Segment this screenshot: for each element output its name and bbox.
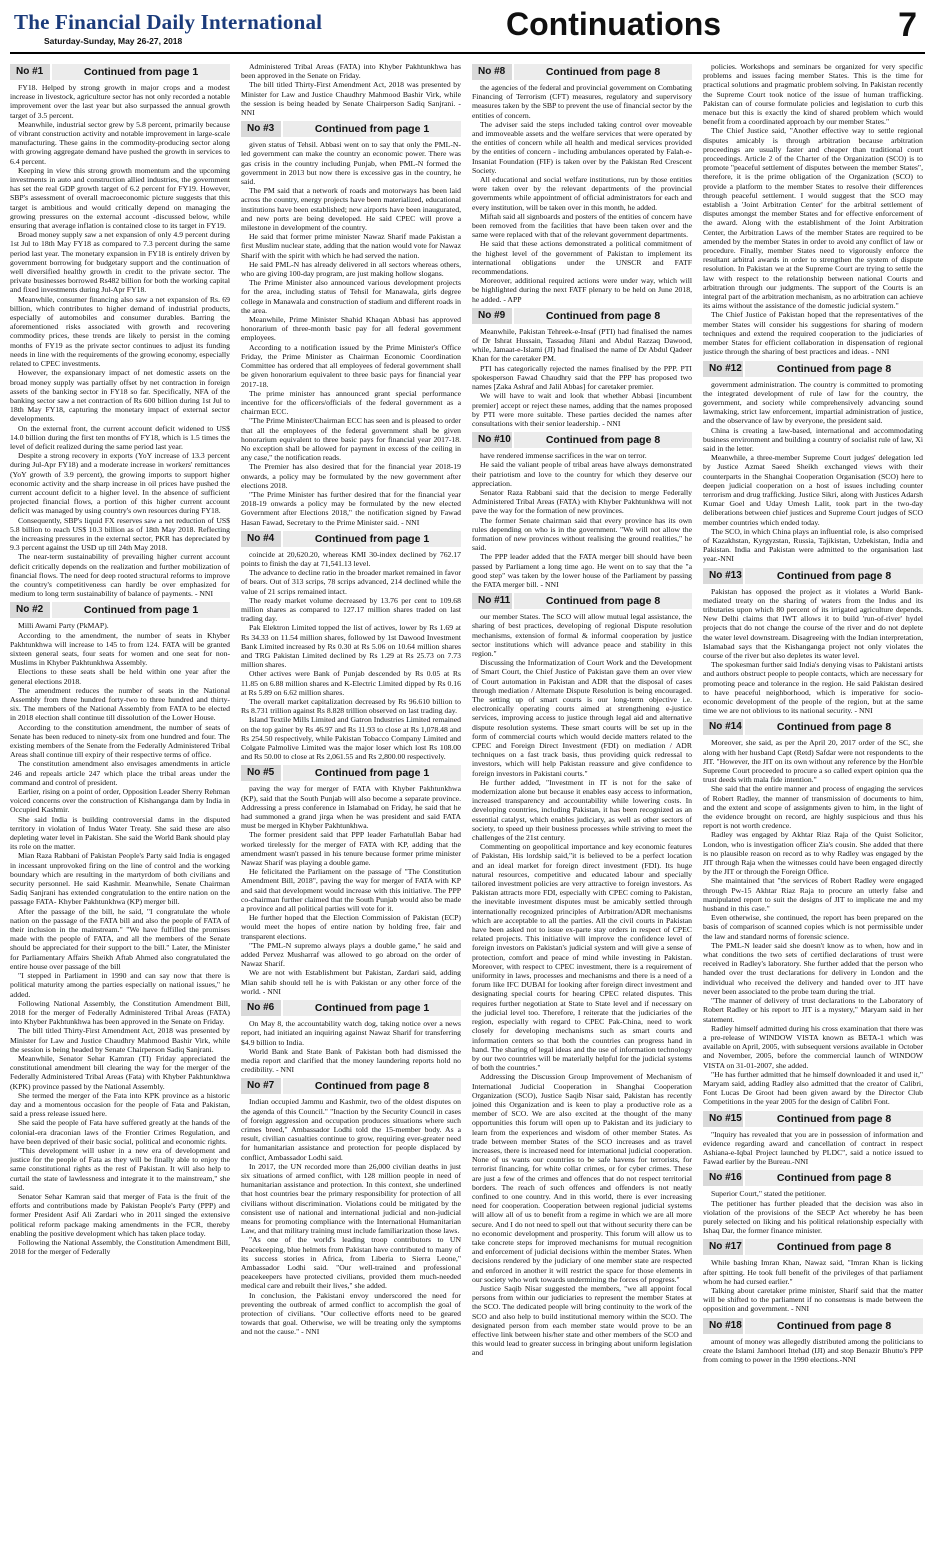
story-number: No #12 xyxy=(703,361,743,377)
story-paragraph: World Bank and State Bank of Pakistan both had dismissed the media report and clarified that the money laundering reports hold no credibility. - NNI xyxy=(241,1046,461,1075)
story xyxy=(703,568,923,716)
story-body xyxy=(703,1130,923,1167)
story xyxy=(241,121,461,527)
story-paragraph: The near-term sustainability of prevailing higher current account deficit critically depends on the realization and further mobilization of financial flows. The need for deep rooted structural reforms to improve the country's competitiveness can hardly be over emphasized for medium to long term sustainability of balance of payments. - NNI xyxy=(10,552,230,599)
story-paragraph: Meanwhile, Pakistan Tehreek-e-Insaf (PTI) had finalised the names of Dr Ishrat Hussain, Tassaduq Jilani and Abdul Razzaq Dawood, while, Jamaat-e-Islami (JI) had finalised the name of Dr Abdul Qadeer Khan for the caretaker PM. xyxy=(472,326,692,364)
story-body xyxy=(703,738,923,1106)
story-paragraph: While bashing Imran Khan, Nawaz said, "Imran Khan is licking after spitting. He took full benefit of the privileges of that parliament whom he had cursed earlier." xyxy=(703,1258,923,1286)
story-paragraph: We are not with Establishment but Pakistan, Zardari said, adding Mian sahib should tell he is with Pakistan or any other force of the world. - NNI xyxy=(241,968,461,996)
story-header xyxy=(472,432,692,448)
story-header xyxy=(241,121,461,137)
story-body xyxy=(703,380,923,564)
column-3 xyxy=(472,62,692,1557)
story-number: No #8 xyxy=(472,64,512,80)
story-paragraph: After the passage of the bill, he said, "I congratulate the whole nation on the passage of the FATA bill and also the people of FATA of their inclusion in the mainstream." "We have fulfilled the promises made with the people of FATA, and all the members of the Senate should be appreciated for their support to the bill." Later, the Minister for Parliamentary Affairs Sheikh Aftab Ahmed also congratulated the entire house over passage of the bill xyxy=(10,906,230,971)
story-body xyxy=(472,327,692,428)
story-paragraph: government administration. The country is committed to promoting the integrated development of rule of law for the country, the government, and society while comprehensively advancing sound lawmaking, strict law enforcement, impartial administration of justice, and the observance of law by everyone, the president said. xyxy=(703,379,923,426)
story-paragraph: He said that former prime minister Nawaz Sharif made Pakistan a first Muslim nuclear state, adding that the nation would vote for Nawaz Sharif with the spirit with which he had served the nation. xyxy=(241,232,461,260)
story-number: No #7 xyxy=(241,1078,281,1094)
story-paragraph: The ready market volume decreased by 13.76 per cent to 109.68 million shares as compared to 127.17 million shares traded on last trading day. xyxy=(241,595,461,624)
story-paragraph: China is creating a law-based, international and accommodating business environment and building a country of socialist rule of law, Xi said in the letter. xyxy=(703,425,923,453)
story-paragraph: He said that these actions demonstrated a political commitment of the highest level of the government of Pakistan to implement its international obligations under the UNSCR and FATF recommendations. xyxy=(472,239,692,277)
story-paragraph: On May 8, the accountability watch dog, taking notice over a news report, had initiated an inquiring against Nawaz Sharif for transferring $4.9 billion to India. xyxy=(241,1019,461,1047)
story-body xyxy=(10,83,230,598)
story-paragraph: policies. Workshops and seminars be organized for very specific problems and issues facing member States. This is the time for practical solutions and pragmatic problem solving. In Pakistan recently the Supreme Court took notice of the issue of human trafficking. Pakistan can of course formulate policies and legislation to curb this menace but this is exactly the kind of shared problem which would benefit from a coordinated approach by our member States." xyxy=(703,62,923,127)
story-paragraph: Milli Awami Party (PkMAP). xyxy=(18,621,109,631)
story-paragraph: Talking about caretaker prime minister, Sharif said that the matter will be shifted to the parliament if no consensus is made between the opposition and government. - NNI xyxy=(703,1285,923,1314)
story-number: No #17 xyxy=(703,1239,743,1255)
story-continued-label: Continued from page 8 xyxy=(743,1239,923,1255)
story-paragraph: She said India is building controversial dams in the disputed territory in violation of Indus Water Treaty. She said these are also depleting water level in Pakistan. She said the World Bank should play its role on the matter. xyxy=(10,814,230,852)
story-continued-label: Continued from page 8 xyxy=(743,1318,923,1334)
issue-date: Saturday-Sunday, May 26-27, 2018 xyxy=(44,36,183,46)
story-paragraph: Island Textile Mills Limited and Gatron Industries Limited remained on the top gainer by Rs 46.97 and Rs 11.93 to close at Rs 1,078.48 and Rs 254.50 respectively, while Pakistan Tobacco Company Limited and Colgate Palmolive Limited was the major loser which lost Rs 108.00 and Rs 50.00 to close at Rs 2,061.55 and Rs 2,800.00 respectively. xyxy=(241,715,461,762)
story-header xyxy=(703,568,923,584)
story-paragraph: Pakistan has opposed the project as it violates a World Bank-mediated treaty on the sharing of waters from the Indus and its tributaries upon which 80 percent of its irrigated agriculture depends. New Delhi claims that IWT allows it to build 'run-of-river' hydel projects that do not change the course of the river and do not deplete the water level downstream. Disagreeing with the Indian interpretation, Islamabad says that the Kishanganga project not only violates the course of the river but also depletes its water level. xyxy=(703,586,923,660)
story-continued-label: Continued from page 1 xyxy=(50,64,230,80)
story-paragraph: The Chief Justice of Pakistan hoped that the representatives of the member States will consider his suggestions for sharing of modern techniques and extend the required cooperation to the judiciaries of member States for efficient collaboration in dispensation of regional justice through the sharing of best practices and ideas. - NNI xyxy=(703,310,923,357)
story-paragraph: "The manner of delivery of trust declarations to the Laboratory of Robert Radley or his report to JIT is a mystery," Maryam said in her statement. xyxy=(703,996,923,1024)
story-paragraph: The PM said that a network of roads and motorways has been laid across the country, energy projects have been materialized, educational institutions have been established; new airports have been inaugurated, and new ports are being developed. He said CPEC will prove a milestone in development of the country. xyxy=(241,186,461,233)
story-paragraph: Superior Court," stated the petitioner. xyxy=(711,1189,827,1199)
story-paragraph: In 2017, the UN recorded more than 26,000 civilian deaths in just six situations of armed conflict, with 128 million people in need of humanitarian assistance and protection. In this context, she underlined that host countries bear the primary responsibility for protection of all civilians without discrimination. Violations could be mitigated by the consistent use of national and international judicial and non-judicial means for promoting compliance with the International Humanitarian Law, and that military training must include familiarization those laws. xyxy=(241,1161,461,1236)
story xyxy=(241,765,461,996)
story-continued-label: Continued from page 8 xyxy=(281,1078,461,1094)
story-paragraph: However, the expansionary impact of net domestic assets on the broad money supply was partially offset by net contraction in foreign assets of the banking sector in FY18 so far. Specifically, NFA of the banking sector saw a net contraction of Rs 600 billion during 1st Jul to 18th May FY18, capturing the monetary impact of external sector developments. xyxy=(10,368,230,424)
story xyxy=(703,1318,923,1365)
story-paragraph: "The Prime Minister has further desired that for the financial year 2018-19 onwards a policy may be formulated by the new elected Government after Elections 2018," the notification signed by Fawad Hasan Fawad, Secretary to the Prime Minister said. - NNI xyxy=(241,489,461,527)
story-paragraph: He said PML-N has already delivered in all sectors whereas others, who are giving 100-day program, are just making hollow slogans. xyxy=(241,259,461,279)
story-paragraph: Miftah said all signboards and posters of the entities of concern have been removed from the facilities that have been taken over and the same were replaced with that of the relevant government departments. xyxy=(472,211,692,240)
story-continued-label: Continued from page 8 xyxy=(743,1170,923,1186)
story-continued-label: Continued from page 8 xyxy=(512,593,692,609)
story-header xyxy=(472,593,692,609)
story-paragraph: The bill titled Thirty-First Amendment Act, 2018 was presented by Minister for Law and Justice Chaudhry Mahmood Bashir Virk, while the session is being headed by Senate Chairperson Sadiq Sanjrani. xyxy=(10,1026,230,1054)
story-paragraph: According to a notification issued by the Prime Minister's Office Friday, the Prime Minister as Chairman Economic Coordination Committee has ordered that all employees of federal government shall be given honorarium equivalent to three basic pays for financial year 2017-18. xyxy=(241,342,461,389)
story xyxy=(472,64,692,304)
story-paragraph: The former president said that PPP leader Farhatullah Babar had worked tirelessly for the merger of FATA with KP, adding that the amendment wasn't passed in his tenure because former prime minister Nawaz Sharif was playing a double game. xyxy=(241,830,461,868)
story-number: No #3 xyxy=(241,121,281,137)
story xyxy=(703,1111,923,1167)
story-paragraph: All educational and social welfare institutions, run by those entities were taken over by the relevant departments of the provincial governments while appointment of official administrators for each and every institution, will be taken over in this month, he added. xyxy=(472,175,692,212)
story-paragraph: Moreover, she said, as per the April 20, 2017 order of the SC, she along with her husband Capt (Retd) Safdar were not respondents to the JIT. "However, the JIT on its own without any reference by the Hon'ble Supreme Court proceeded to procure a so called expert opinion qua the trust deeds with mala fide intention." xyxy=(703,738,923,785)
story-number: No #14 xyxy=(703,719,743,735)
story-body xyxy=(703,1258,923,1313)
story-header xyxy=(703,1318,923,1334)
story-paragraph: The amendment reduces the number of seats in the National Assembly from three hundred forty-two to three hundred and thirty-six. The members of the National Assembly from FATA to be elected in 2018 election shall continue till dissolution of the Lower House. xyxy=(10,685,230,723)
story-continued-label: Continued from page 8 xyxy=(512,64,692,80)
story-body xyxy=(703,1189,923,1235)
story-body xyxy=(241,1019,461,1074)
column-2 xyxy=(241,62,461,1557)
story-paragraph: Indian occupied Jammu and Kashmir, two of the oldest disputes on the agenda of this Council." "Inaction by the Security Council in cases of foreign aggression and occupation produces situations where such crimes breed," Ambassador Lodhi told the 15-member body. As a result, civilian casualties continue to grow, requiring ever-greater need for humanitarian assistance and protection for people displaced by conflict, Ambassador Lodhi said. xyxy=(241,1097,461,1162)
story-body xyxy=(241,62,461,117)
story-number: No #16 xyxy=(703,1170,743,1186)
story-paragraph: The Premier has also desired that for the financial year 2018-19 onwards, a policy may be formulated by the new government after elections 2018. xyxy=(241,462,461,490)
column-4 xyxy=(703,62,923,1557)
story-continued-label: Continued from page 8 xyxy=(743,361,923,377)
story xyxy=(241,531,461,762)
story-paragraph: He said the valiant people of tribal areas have always demonstrated their patriotism and love to the country for which they deserve our appreciation. xyxy=(472,460,692,488)
story-paragraph: Other actives were Bank of Punjab descended by Rs 0.05 at Rs 11.85 on 6.88 million shares and K-Electric Limited dipped by Rs 0.16 at Rs 5.89 on 6.62 million shares. xyxy=(241,669,461,697)
story-paragraph: Meanwhile, industrial sector grew by 5.8 percent, primarily because of vibrant construction activity and notable improvement in large-scale manufacturing. These gains in the commodity-producing sector along with growing aggregate demand have pushed the growth in services to 6.4 percent. xyxy=(10,119,230,166)
story-paragraph: The PPP leader added that the FATA merger bill should have been passed by Parliament a long time ago. He went on to say that the "a good step" was taken by the lower house of the Parliament by passing the FATA merger bill. - NNI xyxy=(472,552,692,589)
story-number: No #15 xyxy=(703,1111,743,1127)
story-paragraph: Senator Sehar Kamran said that merger of Fata is the fruit of the efforts and contributions made by Pakistan People's Party (PPP) and former President Asif Ali Zardari who in 2011 singed the extensive political reform package making amendments in the FCR, thereby enabling the positive development which has taken place today. xyxy=(10,1191,230,1238)
story-body xyxy=(472,612,692,1357)
story-paragraph: Justice Saqib Nisar suggested the members, "we all appoint focal persons from within our judiciaries to represent the member States at the SCO. The dedicated people will bring continuity to the work of the SCO and also help to build institutional memory within the SCO. The designated person from each member state would prove to be an effective link between his/her state and other members of the SCO and this would lead to greater success in bringing about uniform legislation and xyxy=(472,1283,692,1358)
story-number: No #4 xyxy=(241,531,281,547)
story-paragraph: Discussing the Informatization of Court Work and the Development of Smart Court, the Chief Justice of Pakistan gave them an over view of Court automation in Pakistan and ADR that the disposal of cases through mediation / Alternate Dispute Resolution is being encouraged. The setting up of smart courts is our long-term objective i.e. electronically operating courts aimed at strengthening e-justice services, improving access to justice through legal aid and alternative dispute resolution systems. These smart courts will be set up in the form of commercial courts which would decide matters related to the CPEC and Foreign Direct Investment (FDI) on mediation / ADR techniques on a fast track basis, thus providing quick redressal to investors, which will help Pakistan reassure and give confidence to foreign investors in Pakistani courts." xyxy=(472,658,692,778)
story-continued-label: Continued from page 8 xyxy=(512,308,692,324)
story-header xyxy=(241,765,461,781)
story-continued-label: Continued from page 1 xyxy=(281,121,461,137)
story-paragraph: paving the way for merger of FATA with Khyber Pakhtunkhwa (KP), said that the South Punjab will also become a separate province. Addressing a press conference in Islamabad on Friday, he said that he had summoned a grand jirga when he was president and said FATA must be merged in Khyber Pakhtunkhwa. xyxy=(241,784,461,831)
story-body xyxy=(241,550,461,762)
story-paragraph: "Inquiry has revealed that you are in possession of information and evidence regarding award and cancellation of contract in respect Ashiana-e-Iqbal Project launched by PLDC", said a notice issued to Fawad earlier by the Bureau.-NNI xyxy=(703,1129,923,1167)
story-number: No #13 xyxy=(703,568,743,584)
story-paragraph: The bill titled Thirty-First Amendment Act, 2018 was presented by Minister for Law and Justice Chaudhry Mahmood Bashir Virk, while the session is being headed by Senate Chairperson Sadiq Sanjrani. - NNI xyxy=(241,80,461,118)
story-header xyxy=(703,1239,923,1255)
story-header xyxy=(703,1170,923,1186)
story-paragraph: "I stepped in Parliament in 1990 and can say now that there is political maturity among the parties especially on national issues," he added. xyxy=(10,971,230,999)
story-paragraph: "The PML-N supremo always plays a double game," he said and added Pervez Musharraf was allowed to go abroad on the order of Nawaz Sharif. xyxy=(241,940,461,969)
story-paragraph: He further hoped that the Election Commission of Pakistan (ECP) would meet the hopes of entire nation by holding free, fair and transparent elections. xyxy=(241,913,461,941)
story-paragraph: Following the National Assembly, the Constitution Amendment Bill, 2018 for the merger of Federally xyxy=(10,1237,230,1257)
story-paragraph: Meanwhile, Prime Minister Shahid Khaqan Abbasi has approved honorarium of three-month basic pay for all federal government employees. xyxy=(241,315,461,343)
story-continued-label: Continued from page 8 xyxy=(743,719,923,735)
story-paragraph: She maintained that "the services of Robert Radley were engaged through Pw-15 Akhtar Riaz Raja to procure an utterly false and manipulated report to suit the designs of JIT to implicate me and my husband in this case." xyxy=(703,876,923,914)
story-continued-label: Continued from page 1 xyxy=(281,1000,461,1016)
story-paragraph: given status of Tehsil. Abbasi went on to say that only the PML-N-led government can make the country an economic power. There was gas crisis in the country including Punjab, when PML-N formed the government in 2013 but now there is excessive gas in the country, he said. xyxy=(241,140,461,187)
story-paragraph: "The Prime Minister/Chairman ECC has seen and is pleased to order that all the employees of the federal government shall be given honorarium equivalent to three basic pays for financial year 2017-18. No exception shall be allowed for payment in excess of the ceiling in any case," the notification reads. xyxy=(241,416,461,463)
story-continued-label: Continued from page 1 xyxy=(281,765,461,781)
story-paragraph: Radley was engaged by Akhtar Riaz Raja of the Quist Solicitor, London, who is investigation officer Zia's cousin. She added that there is no plausible reason on record as to why Radley was engaged by the JIT through Raja when the witnesses could have been engaged directly by the JIT or through the Foreign Office. xyxy=(703,830,923,877)
story-paragraph: Senator Raza Rabbani said that the decision to merge Federally Administered Tribal Areas (FATA) with Khyber Pakhtunkhwa will not pave the way for the formation of new provinces. xyxy=(472,487,692,516)
story-paragraph: She said the people of Fata have suffered greatly at the hands of the colonial-era draconian laws of the Frontier Crimes Regulation, and have been deprived of their basic social, political and economic rights. xyxy=(10,1118,230,1146)
masthead xyxy=(10,8,925,54)
story-paragraph: Following National Assembly, the Constitution Amendment Bill, 2018 for the merger of Federally Administered Tribal Areas (FATA) into Khyber Pakhtunkhwa has been approved in the Senate on Friday. xyxy=(10,998,230,1027)
story-body xyxy=(10,621,230,1256)
story-number: No #2 xyxy=(10,602,50,618)
story-paragraph: The Prime Minister also announced various development projects for the area, including status of Tehsil for Manawala, girls degree college in Manawala and construction of stadium and different roads in the area. xyxy=(241,278,461,315)
story-paragraph: Despite a strong recovery in exports (YoY increase of 13.3 percent during Jul-Apr FY18) and a moderate increase in workers' remittances (YoY growth of 3.9 percent), the growing imports to support higher economic activity and the sharp increase in oil prices have pushed the current account deficit to a higher level. In the absence of sufficient projected financial flows, a portion of this higher current account deficit was managed by using country's own resources during FY18. xyxy=(10,451,230,516)
story-body xyxy=(241,784,461,996)
story-paragraph: The advance to decline ratio in the broader market remained in favor of bears. Out of 313 scrips, 78 scrips advanced, 214 declined while the value of 21 scrips remained intact. xyxy=(241,568,461,596)
story-continued-label: Continued from page 1 xyxy=(281,531,461,547)
story-header xyxy=(10,602,230,618)
story-paragraph: Keeping in view this strong growth momentum and the upcoming investments in auto and construction allied industries, the government has set the real GDP growth target of 6.2 percent for FY19. However, SBP's assessment of overall macroeconomic picture suggests that this target is ambitious and would critically depend on managing the growing pressures on the external account -discussed below, while ensuring that average inflation is contained close to its target in FY19. xyxy=(10,165,230,231)
story-paragraph: Earlier, rising on a point of order, Opposition Leader Sherry Rehman voiced concerns over the construction of Kishanganga dam by India in Occupied Kashmir. xyxy=(10,787,230,815)
story-header xyxy=(472,308,692,324)
story-number: No #1 xyxy=(10,64,50,80)
story-paragraph: Even otherwise, she continued, the report has been prepared on the basis of comparison of scanned copies which is not permissible under the law and standard norms of forensic science. xyxy=(703,913,923,941)
story-paragraph: "This development will usher in a new era of development and justice for the people of Fata as they will be finally able to enjoy the same constitutional rights as the rest of Pakistan. It will also help to curtail the state of lawlessness and integrate it to the mainstream," she said. xyxy=(10,1145,230,1192)
story-paragraph: On the external front, the current account deficit widened to US$ 14.0 billion during the first ten months of FY18, which is 1.5 times the level of deficit realized during the same period last year. xyxy=(10,423,230,451)
story-header xyxy=(703,719,923,735)
story-paragraph: The Chief Justice said, "Another effective way to settle regional disputes amicably is through arbitration because arbitration proceedings are usually faster and cheaper than traditional court proceedings. Article 2 of the Charter of the Organization (SCO) is to promote "peaceful settlement of disputes between the member States", therefore, it is the prime obligation of the Organization (SCO) to provide a platform to the member States to resolve their differences through peaceful settlement. I would suggest that the SCO may establish a 'Joint Arbitration Center' for the arbitral settlement of disputes amongst the member States and for effective enforcement of the award. Along with the establishment of the Joint Arbitration Center, the Arbitration Laws of the member States are required to be amended by the member States in order to avoid any conflict of law or procedure. Finally, member States need to vigorously enforce the resultant arbitral awards in order to strengthen the system of dispute resolution. In Pakistan we at the Supreme Court are trying to settle the law with respect to the relationship between national Courts and arbitration through our judgments. The support of the Courts is an integral part of the arbitration mechanism, as no arbitration can achieve its aims without the assistance of the domestic judicial system." xyxy=(703,126,923,311)
story-paragraph: Commenting on geopolitical importance and key economic features of Pakistan, His lordship said,"it is believed to be a perfect location and an ideal market for foreign direct investment (FDI). Its huge natural resources, competitive and educated labour and specially tailored investment policies are very attractive to foreign investors. As Pakistan attracts more FDI, especially with CPEC coming to Pakistan, the inevitable investment disputes must be amicably settled through internationally recognized principles of Arbitration/ADR mechanisms which are acceptable to all the parties. All the civil courts in Pakistan have been asked not to issue ex-parte stay orders in respect of CPEC related projects. This initiative will improve the confidence level of foreign investors on Pakistan's judicial system and will give a sense of protection, comfort and peace of mind while investing in Pakistan. Moreover, with respect to CPEC investment, there is a requirement of uniformity in laws, processes and mechanisms and there is a need of a forum like IFC DUBAI for looking after foreign direct investment and designating special courts for hearing CPEC related disputes. This requires further negotiation at State to State level and if necessary on the judicial level too. Therefore, I reiterate that the judiciaries of the region, especially with regard to CPEC Pak-China, need to work closely for developing mechanisms such as smart courts and information centers so that both the countries can progress hand in hand. The sharing of legal ideas and the use of information technology by our two countries will be materially helpful for the judicial systems of both the countries." xyxy=(472,842,692,1073)
story-header xyxy=(472,64,692,80)
story-paragraph: She said that the entire manner and process of engaging the services of Robert Radley, the manner of transmission of documents to him, and the extent and scope of assignments given to him, in the light of the evidence brought on record, are highly suspicious and thus his report is not worth credence. xyxy=(703,784,923,831)
story-paragraph: We will have to wait and look that whether Abbasi [incumbent premier] accept or reject these names, adding that the names proposed by PTI were more suitable. These parties decided the names after consultations with their senior leadership. - NNI xyxy=(472,391,692,428)
story-number: No #10 xyxy=(472,432,512,448)
story-paragraph: coincide at 20,620.20, whereas KMI 30-index declined by 762.17 points to finish the day at 71,541.13 level. xyxy=(241,549,461,568)
story-paragraph: amount of money was allegedly distributed among the politicians to create the Islami Jamhoori Ittehad (IJI) and stop Benazir Bhutto's PPP from coming to power in the 1990 elections.-NNI xyxy=(703,1336,923,1364)
story-paragraph: "As one of the world's leading troop contributors to UN Peacekeeping, blue helmets from Pakistan have contributed to many of its success stories in Africa, from Liberia to Sierra Leone," Ambassador Lodhi said. "Our well-trained and professional peacekeepers have protected civilians, provided them much-needed medical care and rebuilt their lives," she added. xyxy=(241,1235,461,1291)
story xyxy=(241,1078,461,1336)
story-paragraph: Meanwhile, Senator Sehar Kamran (TI) Friday appreciated the constitutional amendment bill clearing the way for the merger of the Federally Administered Tribal Areas (Fata) with Khyber Pakhtunkhwa (KPK) province passed by the National Assembly. xyxy=(10,1053,230,1091)
story xyxy=(10,64,230,598)
story-paragraph: Broad money supply saw a net expansion of only 4.9 percent during 1st Jul to 18th May FY18 as compared to 7.3 percent during the same period last year. The monetary expansion in FY18 is entirely driven by government borrowing for budgetary support and the continuation of well diversified healthy growth in credit to the private sector. The private businesses borrowed Rs482 billion for both the working capital and fixed investments during Jul-Apr FY18. xyxy=(10,230,230,295)
story-number: No #5 xyxy=(241,765,281,781)
story-paragraph: He felicitated the Parliament on the passage of "The Constitution Amendment Bill, 2018", paving the way for merger of FATA with KP and said that development would increase with this initiative. The PPP co-chairman further claimed that the South Punjab would also be made a province and all political parties will vote for it. xyxy=(241,867,461,914)
story-header xyxy=(241,1078,461,1094)
story-paragraph: Pak Elektron Limited topped the list of actives, lower by Rs 1.69 at Rs 34.33 on 11.54 million shares, followed by 1st Dawood Investment Bank Limited increased by Rs 0.30 at Rs 5.06 on 10.64 million shares and TRG Pakistan Limited declined by Rs 1.29 at Rs 25.73 on 7.73 million shares. xyxy=(241,623,461,670)
story-paragraph: The PML-N leader said she doesn't know as to when, how and in what conditions the two sets of certified declarations of trust were received in Radley's laboratory. She further added that the person who handed over the trust declarations for delivery in London and the individual who received the delivery and handed over to JIT have never been associated to the probe team during the trial. xyxy=(703,940,923,996)
newspaper-title: The Financial Daily International xyxy=(14,10,323,34)
story-paragraph: The prime minister has announced grant special performance incentive for the officers/officials of the federal government as a chairman ECC. xyxy=(241,388,461,417)
story-body xyxy=(472,451,692,589)
story-continued-label: Continued from page 8 xyxy=(743,568,923,584)
story-header xyxy=(10,64,230,80)
story-header xyxy=(703,1111,923,1127)
story-number: No #11 xyxy=(472,593,512,609)
story xyxy=(703,361,923,564)
story-paragraph: The constitution amendment also envisages amendments in article 246 and repeals article 247 which place the tribal areas under the command and control of president. xyxy=(10,759,230,787)
story-paragraph: our member States. The SCO will allow mutual legal assistance, the sharing of best practices, developing of regional Dispute resolution mechanisms, extension of formal & informal cooperation by justice sector institutions which will advance peace and stability in this region." xyxy=(472,612,692,658)
story xyxy=(241,62,461,117)
story-paragraph: Addressing the Discussion Group Improvement of Mechanism of International Judicial Cooperation in Shanghai Cooperation Organization (SCO), Justice Saqib Nisar said, Pakistan has recently joined this Organization and is keen to play a productive role as a member of SCO. We are also excited at the thought of the many opportunities this forum will open up to Pakistan and its judiciary to learn from the experiences and wisdom of other member States. As trade between member States of the SCO increases and as travel increases, there is increased need for international judicial cooperation. None of us wants our countries to be safe havens for terrorists, for terrorist financing, for white collar crimes, or for cyber crimes. These are just a few of the crimes and offences that do not respect territorial borders. The reach of such offences and offenders is not neatly confined to one country. And in this world, there is ever increasing need for cooperation. Cooperation between regional judicial systems will allow all of us to benefit from a regime in which we are all more secure. And I do not need to spell out that without security there can be no economic development and prosperity. This forum will allow us to take concrete steps for improved mechanisms for mutual recognition and enforcement of judicial decisions within the member States. When decisions rendered by the judiciary of one member state are respected and enforced in another it will restrict the space for those elements in our society who work towards undermining the forces of progress." xyxy=(472,1072,692,1284)
story-paragraph: Mian Raza Rabbani of Pakistan People's Party said India is engaged in incessant unprovoked firing on the line of control and the working boundary which are resulting in the martyrdom of both civilians and security personnel. He said Kashmir. Meanwhile, Senate Chairman Sadiq Sanjrani has extended congratulation to the entire nation on the passage FATA- Khyber Pakhtunkhwa (KP) merger bill. xyxy=(10,851,230,907)
columns-container xyxy=(10,62,925,1557)
story-paragraph: The adviser said the steps included taking control over moveable and immoveable assets and the welfare services that were operated by the entities of concern while all health and medical services provided by the entities of concern - including ambulances operated by Falah-e-Insaniat Foundation (FIF) is taken over by the Pakistan Red Crescent Society. xyxy=(472,119,692,175)
story xyxy=(703,1239,923,1313)
story xyxy=(703,1170,923,1235)
story-paragraph: Elections to these seats shall be held within one year after the general elections 2018. xyxy=(10,667,230,686)
story-paragraph: have rendered immense sacrifices in the war on terror. xyxy=(480,451,647,461)
story-body xyxy=(472,83,692,304)
story-paragraph: According to the amendment, the number of seats in Khyber Pakhtunkhwa will increase to 145 to from 124. FATA will be granted sixteen general seats, four seats for women and one seat for non-Muslims in Khyber Pakhtunkhwa Assembly. xyxy=(10,630,230,668)
story-paragraph: The spokesman further said India's denying visas to Pakistani artists and authors obstruct people to people contacts, which are necessary for promoting peace and tolerance in the region. He said Pakistan desired to have peaceful neighborhood, which is imperative for socio-economic development of the people of the region, but at the same time we are not oblivious to its national security. - NNI xyxy=(703,660,923,716)
story-paragraph: The SCO, in which China plays an influential role, is also comprised of Kazakhstan, Kyrgyzstan, Russia, Tajikistan, Uzbekistan, India and Pakistan. India and Pakistan were admitted to the organisation last year.-NNI xyxy=(703,526,923,564)
story xyxy=(241,1000,461,1074)
story-continued-label: Continued from page 1 xyxy=(50,602,230,618)
story-body xyxy=(703,1337,923,1365)
story-body xyxy=(703,587,923,716)
story-paragraph: The overall market capitalization decreased by Rs 96.610 billion to Rs 8.731 trillion against Rs 8.828 trillion observed on last trading day. xyxy=(241,697,461,716)
story xyxy=(472,593,692,1357)
story-header xyxy=(241,531,461,547)
story xyxy=(472,308,692,428)
story-number: No #18 xyxy=(703,1318,743,1334)
column-1 xyxy=(10,62,230,1557)
story xyxy=(472,432,692,589)
story-paragraph: PTI has categorically rejected the names finalised by the PPP. PTI spokesperson Fawad Chaudhry said that the PPP has proposed two names [Zaka Ashraf and Jalil Abbas] for caretaker premier. xyxy=(472,363,692,392)
story-paragraph: She termed the merger of the Fata into KPK province as a historic day and a momentous occasion for the people of Fata and Pakistan, said a press release issued here. xyxy=(10,1090,230,1119)
story-body xyxy=(241,140,461,527)
page-number: 7 xyxy=(898,6,917,44)
story-body xyxy=(241,1097,461,1336)
story-paragraph: "He has further admitted that he himself downloaded it and used it," Maryam said, adding Radley also admitted that the creator of Calibri, Font Lucas De Groot had been given award by the Director Club Competitions in the year 2005 for the design of Calibri Font. xyxy=(703,1069,923,1107)
story-body xyxy=(703,62,923,357)
story-paragraph: In conclusion, the Pakistani envoy underscored the need for preventing the outbreak of armed conflict to accomplish the goal of protection of civilians. "Our collective efforts need to be geared towards that goal. Otherwise, we will be treating only the symptoms and not the cause." - NNI xyxy=(241,1290,461,1337)
story-paragraph: Meanwhile, a three-member Supreme Court judges' delegation led by Justice Azmat Saeed Sheikh exchanged views with their counterparts in the Shanghai Cooperation Organisation (SCO) here to deepen judicial cooperation on a host of issues including counter terrorism and drug trafficking. Justice Sikri, along with Justices Adarsh Kumar Goel and Uday Umesh Lalit, took part in the two-day deliberations between chief justices and Supreme Court judges of SCO member countries which ended today. xyxy=(703,453,923,527)
story-paragraph: The former Senate chairman said that every province has its own rules depending on who is in the government. "We will not allow the formation of new provinces without realising the ground realities," he said. xyxy=(472,515,692,553)
story-paragraph: Moreover, additional required actions were under way, which will be highlighted during the next FATF plenary to be held on June 2018, he added. - APP xyxy=(472,276,692,304)
story-paragraph: The petitioner has further pleaded that the decision was also in violation of the provisions of the SECP Act whereby he has been purely selected on liking and his political relationship especially with Ishaq Dar, the former finance minister. xyxy=(703,1198,923,1236)
story xyxy=(10,602,230,1256)
story-header xyxy=(703,361,923,377)
story-paragraph: Consequently, SBP's liquid FX reserves saw a net reduction of US$ 5.8 billion to reach US$ 10.3 billion as of 18th May 2018. Reflecting the increasing pressures in the external sector, PKR has depreciated by 9.3 percent against the USD up till 24th May 2018. xyxy=(10,515,230,553)
story-paragraph: Radley himself admitted during his cross examination that there was a pre-release of WINDOW VISTA known as BETA-1 which was available on April, 2005, with subsequent versions available in October and November, 2005, before the commercial launch of WINDOW VISTA on 31-01-2007, she added. xyxy=(703,1023,923,1070)
story-paragraph: According to the constitution amendment, the number of seats of Senate has been reduced to ninety-six from one hundred and four. The existing members of the Senate from the Federally Administered Tribal Areas shall continue till expiry of their respective terms of office. xyxy=(10,722,230,760)
story-paragraph: FY18. Helped by strong growth in major crops and a modest increase in livestock, agriculture sector has not only recorded a notable improvement over the last year but also surpassed the annual growth target of 3.5 percent. xyxy=(10,83,230,120)
story-paragraph: Administered Tribal Areas (FATA) into Khyber Pakhtunkhwa has been approved in the Senate on Friday. xyxy=(241,62,461,81)
story-continued-label: Continued from page 8 xyxy=(743,1111,923,1127)
story-paragraph: the agencies of the federal and provincial government on Combating Financing of Terrorism (CFT) measures, regulatory and supervisory measures taken by the SBP to prevent the use of financial sector by the entities of concern. xyxy=(472,83,692,120)
story-header xyxy=(241,1000,461,1016)
story-paragraph: Meanwhile, consumer financing also saw a net expansion of Rs. 69 billion, which contributes to higher demand of industrial products, especially of automobiles and consumer durables. Barring the aforementioned risks associated with growth and recovering commodity prices, these trends are likely to persist in the coming months of FY19 as the private sector continues to adjust its funding needs in line with the requirements of the growing economy, especially related to CPEC investments. xyxy=(10,294,230,369)
story-paragraph: He further added, "Investment in IT is not for the sake of modernization alone but because it enables easy access to information, increased transparency and accountability while lowering costs. In developing countries, including Pakistan, it has been recognized as an essential catalyst, which enables judiciary, as well as other sectors of society, to speed up their business processes while striving to meet the challenges of the 21st century. xyxy=(472,777,692,843)
story xyxy=(703,62,923,357)
section-title: Continuations xyxy=(506,6,722,42)
story-number: No #9 xyxy=(472,308,512,324)
story-number: No #6 xyxy=(241,1000,281,1016)
story-continued-label: Continued from page 8 xyxy=(512,432,692,448)
story xyxy=(703,719,923,1106)
